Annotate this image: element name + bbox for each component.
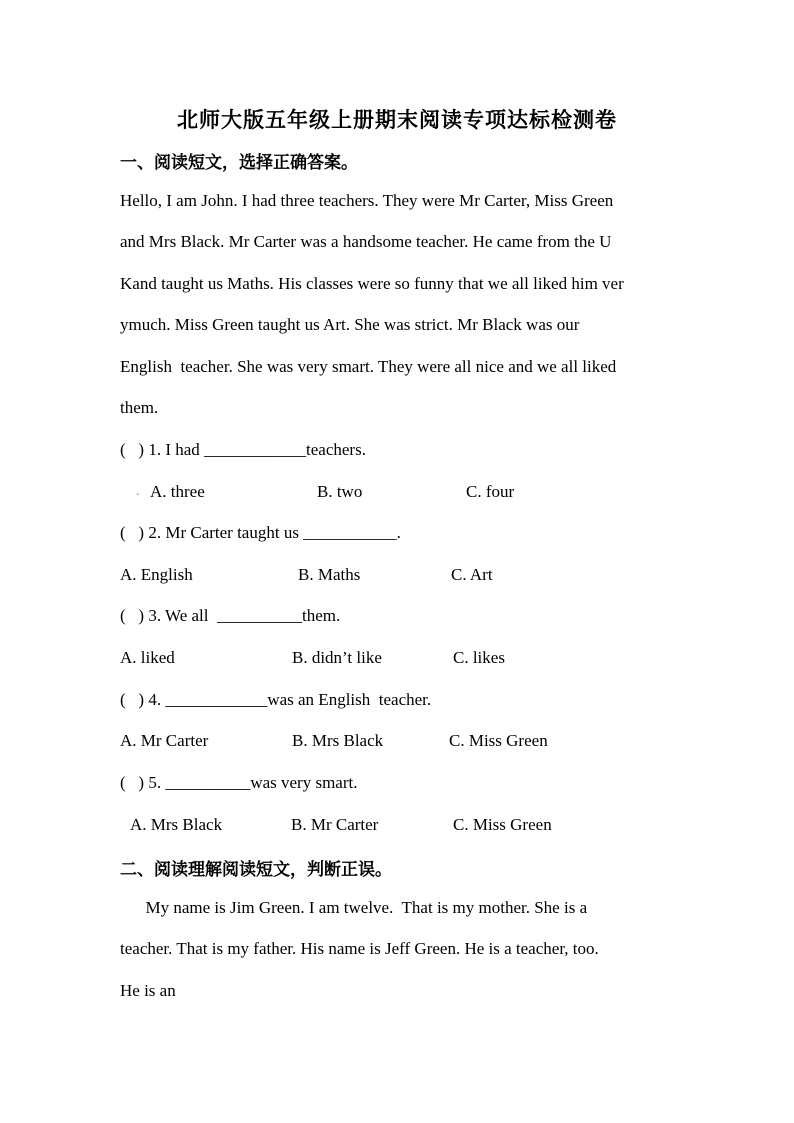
question-3-option-a: A. liked — [120, 648, 175, 667]
passage-line: ymuch. Miss Green taught us Art. She was strict. Mr Black was our — [120, 315, 580, 334]
question-3-option-c: C. likes — [453, 648, 505, 667]
passage-line: them. — [120, 398, 159, 417]
question-5-option-c: C. Miss Green — [453, 815, 552, 834]
question-1-option-b: B. two — [317, 482, 363, 501]
question-1-option-c: C. four — [466, 482, 515, 501]
passage-line: Hello, I am John. I had three teachers. They were Mr Carter, Miss Green — [120, 191, 614, 210]
question-3-stem: ( ) 3. We all __________them. — [120, 606, 341, 625]
passage-line: Kand taught us Maths. His classes were so funny that we all liked him ver — [120, 274, 624, 293]
passage-line: and Mrs Black. Mr Carter was a handsome teacher. He came from the U — [120, 232, 612, 251]
question-2-stem: ( ) 2. Mr Carter taught us ___________. — [120, 523, 401, 542]
passage-line: My name is Jim Green. I am twelve. That is my mother. She is a — [120, 898, 588, 917]
section-1-heading: 一、阅读短文，选择正确答案。 — [120, 153, 358, 173]
question-2-option-b: B. Maths — [298, 565, 361, 584]
question-5-stem: ( ) 5. __________was very smart. — [120, 773, 358, 792]
question-1-stem: ( ) 1. I had ____________teachers. — [120, 440, 366, 459]
stray-dot-mark: . — [136, 484, 140, 499]
question-4-option-c: C. Miss Green — [449, 731, 548, 750]
question-2-option-c: C. Art — [451, 565, 493, 584]
question-3-option-b: B. didn’t like — [292, 648, 382, 667]
passage-line: English teacher. She was very smart. They were all nice and we all liked — [120, 357, 617, 376]
passage-line: He is an — [120, 981, 176, 1000]
question-4-option-b: B. Mrs Black — [292, 731, 384, 750]
question-1-option-a: A. three — [150, 482, 205, 501]
section-2-heading: 二、阅读理解阅读短文，判断正误。 — [120, 860, 392, 880]
question-4-stem: ( ) 4. ____________was an English teacher. — [120, 690, 432, 709]
passage-line: teacher. That is my father. His name is Jeff Green. He is a teacher, too. — [120, 939, 599, 958]
question-5-option-b: B. Mr Carter — [291, 815, 379, 834]
question-5-option-a: A. Mrs Black — [130, 815, 223, 834]
question-2-option-a: A. English — [120, 565, 193, 584]
question-4-option-a: A. Mr Carter — [120, 731, 209, 750]
page-title: 北师大版五年级上册期末阅读专项达标检测卷 — [177, 107, 617, 132]
